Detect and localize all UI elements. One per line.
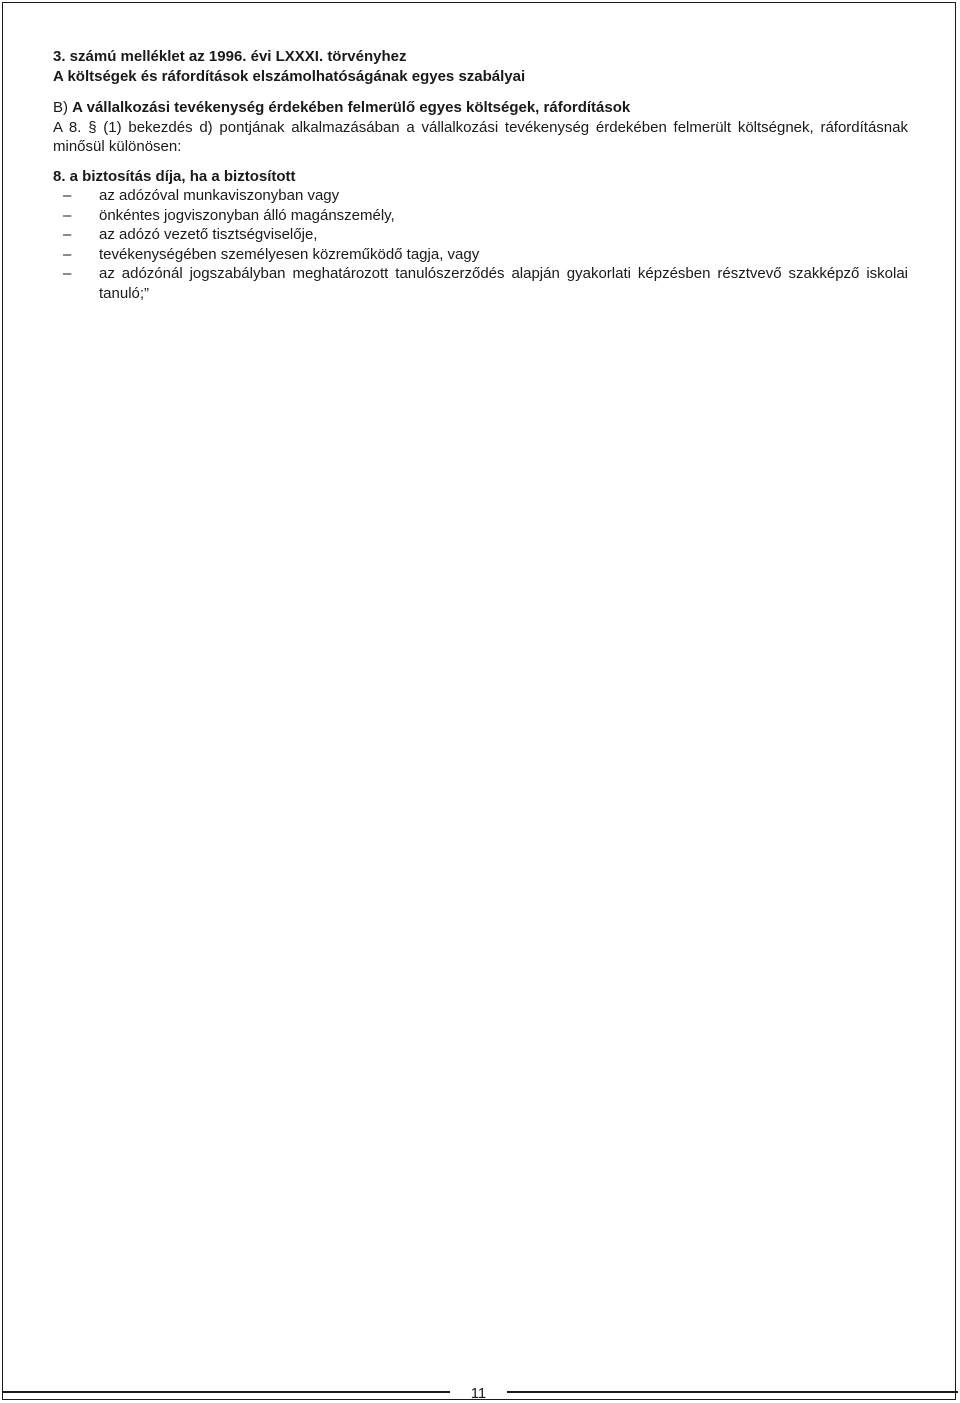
item-8-heading: 8. a biztosítás díja, ha a biztosított — [53, 167, 296, 185]
list-item — [53, 225, 908, 245]
dash-marker: – — [63, 187, 72, 204]
section-title-prefix: B) — [53, 99, 73, 116]
footer-rule-left — [2, 1391, 450, 1393]
annex-title: 3. számú melléklet az 1996. évi LXXXI. törvényhez — [53, 48, 407, 65]
list-item — [53, 245, 908, 265]
list-item-text: az adózónál jogszabályban meghatározott tanulószerződés alapján gyakorlati képzésben résztvevő szakképző iskolai tanuló;” — [99, 265, 908, 302]
list-item-text: tevékenységében személyesen közreműködő tagja, vagy — [99, 245, 480, 263]
document-body — [53, 47, 908, 303]
list-item — [53, 206, 908, 226]
dash-marker: – — [63, 206, 72, 224]
section-title — [53, 98, 908, 118]
dash-marker: – — [63, 226, 72, 243]
list-item — [53, 264, 908, 303]
section-intro: A 8. § (1) bekezdés d) pontjának alkalmazásában a vállalkozási tevékenység érdekében felmerült költségnek, ráfordításnak minősül különösen: — [53, 118, 908, 155]
list-item-text: önkéntes jogviszonyban álló magánszemély, — [99, 206, 395, 224]
list-item-text: az adózóval munkaviszonyban vagy — [99, 187, 340, 204]
annex-subtitle: A költségek és ráfordítások elszámolhatóságának egyes szabályai — [53, 67, 526, 85]
item-8-list — [53, 186, 908, 303]
list-item — [53, 186, 908, 206]
dash-marker: – — [63, 265, 72, 282]
list-item-text: az adózó vezető tisztségviselője, — [99, 226, 318, 243]
section-title-text: A vállalkozási tevékenység érdekében felmerülő egyes költségek, ráfordítások — [72, 99, 631, 116]
footer-rule-right — [507, 1391, 958, 1393]
dash-marker: – — [63, 245, 72, 263]
page-number: 11 — [470, 1385, 487, 1402]
